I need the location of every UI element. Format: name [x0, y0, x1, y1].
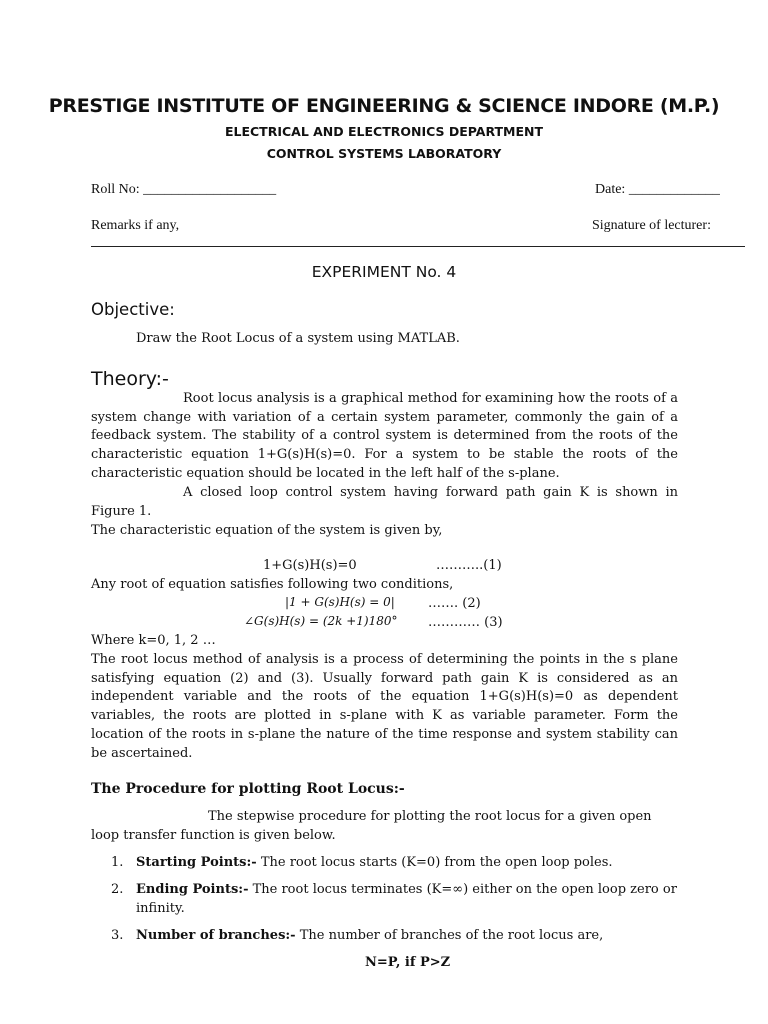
- experiment-title: EXPERIMENT No. 4: [311, 263, 457, 281]
- date-field: Date: _____________: [595, 182, 720, 197]
- theory-paragraph-3: The characteristic equation of the system is given by,: [91, 523, 443, 538]
- equation-1-number: ………..(1): [436, 558, 502, 573]
- theory-paragraph-2: A closed loop control system having forward path gain K is shown in Figure 1.: [91, 485, 678, 519]
- list-item-number: 1.: [111, 855, 124, 870]
- list-item-title: Ending Points:-: [136, 882, 249, 897]
- objective-heading: Objective:: [91, 300, 175, 319]
- conditions-text: Any root of equation satisfies following two conditions,: [91, 577, 454, 592]
- list-item: [111, 927, 681, 947]
- equation-3: ∠G(s)H(s) = (2k +1)180°: [244, 614, 398, 628]
- procedure-intro-line-2: loop transfer function is given below.: [91, 828, 336, 843]
- list-item: [111, 881, 681, 921]
- list-item-text: The root locus starts (K=0) from the open loop poles.: [256, 855, 613, 870]
- objective-text: Draw the Root Locus of a system using MATLAB.: [136, 331, 460, 346]
- equation-2: |1 + G(s)H(s) = 0|: [285, 595, 395, 609]
- institute-title: PRESTIGE INSTITUTE OF ENGINEERING & SCIENCE INDORE (M.P.): [48, 95, 720, 117]
- branches-formula: N=P, if P>Z: [365, 955, 451, 970]
- equation-3-number: ………… (3): [428, 615, 503, 630]
- theory-paragraph-1: Root locus analysis is a graphical method for examining how the roots of a system change with variation of a certain system parameter, commonly the gain of a feedback system. The stability of a control system is determined from the roots of the characteristic equation 1+G(s)H(s)=0. For a system to be stable the roots of the characteristic equation should be located in the left half of the s-plane.: [91, 391, 678, 481]
- department-title: ELECTRICAL AND ELECTRONICS DEPARTMENT: [224, 124, 544, 139]
- procedure-heading: The Procedure for plotting Root Locus:-: [91, 781, 405, 797]
- roll-no-field: Roll No: ___________________: [91, 182, 277, 197]
- list-item: [111, 854, 681, 874]
- list-item-title: Number of branches:-: [136, 928, 296, 943]
- signature-label: Signature of lecturer:: [592, 218, 711, 233]
- theory-paragraph-4: The root locus method of analysis is a process of determining the points in the s plane satisfying equation (2) and (3). Usually forward path gain K is considered as an independent variable and the roots of the equation 1+G(s)H(s)=0 as dependent variables, the roots are plotted in s-plane with K as variable parameter. Form the location of the roots in s-plane the nature of the time response and system stability can be ascertained.: [91, 652, 678, 761]
- procedure-intro-line-1: The stepwise procedure for plotting the root locus for a given open: [208, 809, 652, 824]
- list-item-title: Starting Points:-: [136, 855, 257, 870]
- where-text: Where k=0, 1, 2 …: [91, 633, 216, 648]
- equation-1: 1+G(s)H(s)=0: [263, 558, 357, 573]
- list-item-text: The root locus terminates (K=∞) either on the open loop zero or infinity.: [136, 882, 677, 916]
- equation-2-number: ……. (2): [428, 596, 481, 611]
- header-divider: [91, 246, 745, 247]
- list-item-text: The number of branches of the root locus are,: [295, 928, 604, 943]
- list-item-number: 2.: [111, 882, 124, 897]
- theory-heading: Theory:-: [91, 368, 169, 390]
- list-item-number: 3.: [111, 928, 124, 943]
- remarks-label: Remarks if any,: [91, 218, 180, 233]
- lab-title: CONTROL SYSTEMS LABORATORY: [266, 146, 502, 161]
